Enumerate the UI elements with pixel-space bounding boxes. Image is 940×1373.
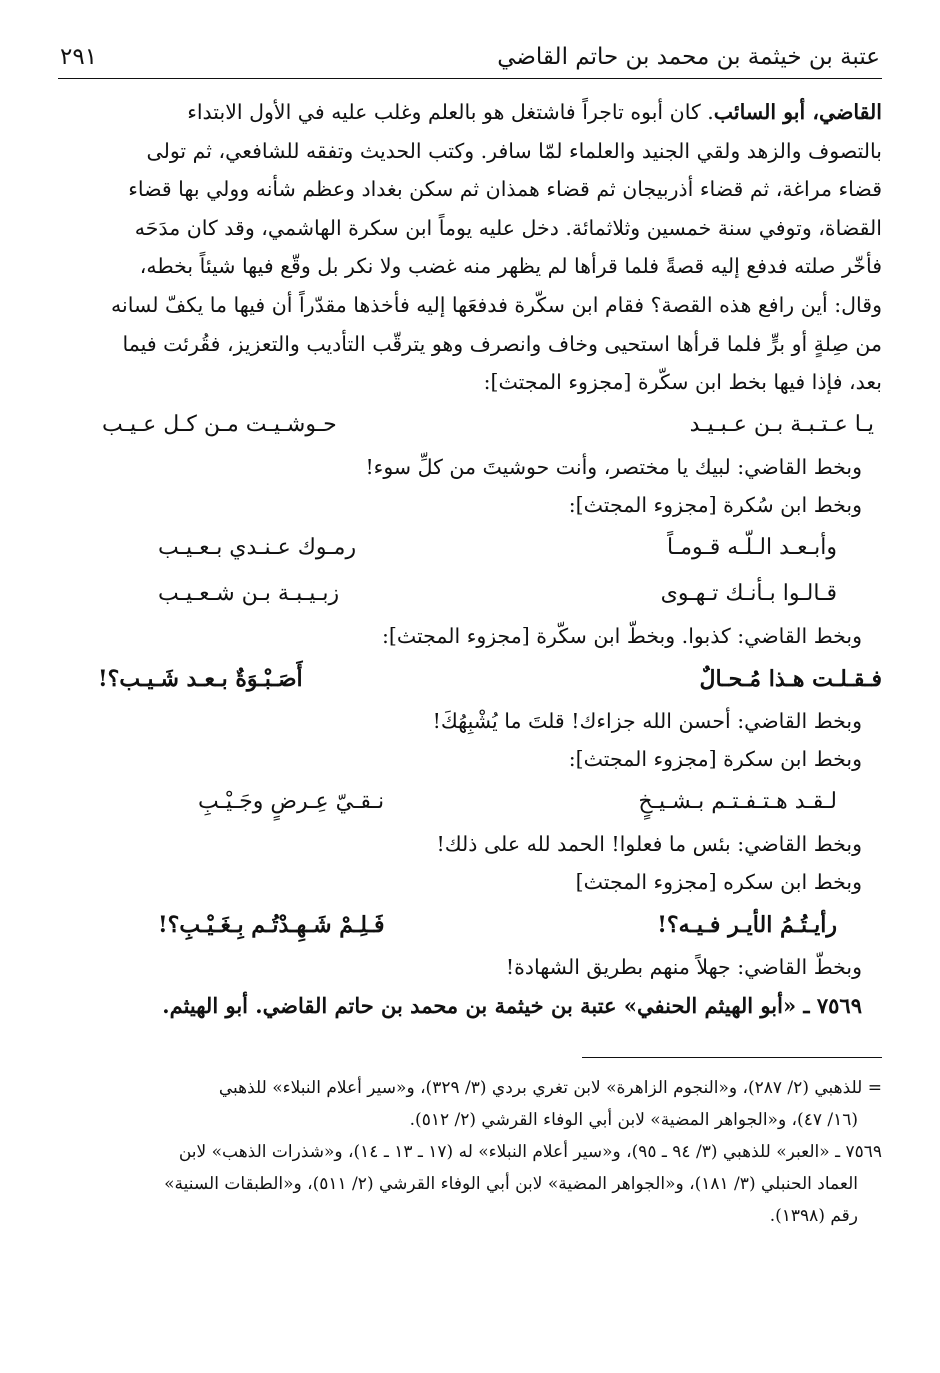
paragraph-line: القاضي، أبو السائب. كان أبوه تاجراً فاشتغل هو بالعلم وغلب عليه في الأول الابتداء — [187, 100, 882, 124]
header-rule — [58, 78, 882, 79]
verse-hemistich-second: زبـيـبـة بـن شـعـيـب — [158, 580, 340, 606]
verse-hemistich-second: رمـوك عـنـدي بـعـيـب — [158, 534, 357, 560]
verse-line — [58, 402, 882, 448]
footnote-line: رقم (١٣٩٨). — [769, 1206, 858, 1227]
judge-reply: وبخط القاضي: بئس ما فعلوا! الحمد لله على ذلك! — [436, 831, 862, 856]
verse-hemistich-first: فـقـلـت هـذا مُـحـالٌ — [699, 665, 882, 692]
page-header — [58, 44, 882, 76]
verse-hemistich-second: أَصَـبْـوَةٌ بـعـد شَـيـب؟! — [98, 665, 303, 692]
verse-hemistich-first: قـالـوا بـأنـك تـهـوى — [660, 580, 837, 606]
running-title: عتبة بن خيثمة بن محمد بن حاتم القاضي — [497, 44, 880, 70]
verse-hemistich-second: حـوشـيـت مـن كـل عـيـب — [102, 411, 337, 437]
verse-hemistich-first: وأبـعـد الـلّـه قـومـاً — [667, 534, 837, 560]
verse-line — [58, 779, 882, 825]
verse-line — [58, 902, 882, 948]
verse-line — [58, 571, 882, 617]
paragraph-line: القضاة، وتوفي سنة خمسين وثلاثمائة. دخل عليه يوماً ابن سكرة الهاشمي، وقد كان مدَحَه — [134, 215, 882, 240]
verse-line — [58, 656, 882, 702]
paragraph-line: بالتصوف والزهد ولقي الجنيد والعلماء لمّا سافر. وكتب الحديث وتفقه للشافعي، ثم تولى — [146, 138, 882, 163]
footnotes — [58, 1072, 882, 1232]
judge-reply: وبخطّ القاضي: جهلاً منهم بطريق الشهادة! — [505, 954, 862, 979]
footnote-line: ٧٥٦٩ ـ «العبر» للذهبي (٣/ ٩٤ ـ ٩٥)، و«سير أعلام النبلاء» له (١٧ ـ ١٣ ـ ١٤)، و«شذرات الذهب» لابن — [178, 1142, 882, 1163]
paragraph-line: فأخّر صلته فدفع إليه قصةً فلما قرأها لم يظهر منه غضب ولا نكر بل وقّع فيها شيئاً بخطه، — [139, 254, 882, 279]
footnote-separator — [582, 1057, 882, 1058]
paragraph-line: قضاء مراغة، ثم قضاء أذربيجان ثم قضاء همذان ثم سكن بغداد وعظم شأنه وولي بها قضاء — [128, 177, 882, 202]
verse-hemistich-first: رأيـتُـمُ الأيـر فـيـه؟! — [657, 911, 837, 938]
page-number: ٢٩١ — [60, 44, 98, 70]
judge-reply: وبخط القاضي: لبيك يا مختصر، وأنت حوشيتَ من كلِّ سوء! — [365, 454, 862, 479]
verse-line — [58, 525, 882, 571]
main-text — [58, 93, 882, 1025]
judge-reply: وبخط القاضي: كذبوا. وبخطّ ابن سكّرة [مجزوء المجتث]: — [381, 623, 862, 648]
name-lead: القاضي، أبو السائب — [713, 100, 882, 124]
verse-intro: وبخط ابن سكرة [مجزوء المجتث]: — [568, 747, 862, 772]
verse-intro: وبخط ابن سُكرة [مجزوء المجتث]: — [568, 493, 862, 518]
judge-reply: وبخط القاضي: أحسن الله جزاءك! قلتَ ما يُشْبِهُكَ! — [432, 708, 862, 733]
verse-hemistich-first: يـا عـتـبـة بـن عـبـيـد — [689, 411, 874, 437]
entry-heading: ٧٥٦٩ ـ «أبو الهيثم الحنفي» عتبة بن خيثمة بن محمد بن حاتم القاضي. أبو الهيثم. — [162, 992, 862, 1018]
footnote-line: = للذهبي (٢/ ٢٨٧)، و«النجوم الزاهرة» لابن تغري بردي (٣/ ٣٢٩)، و«سير أعلام النبلاء» للذهبي — [218, 1078, 882, 1099]
verse-hemistich-second: نـقـيّ عِـرضٍ وجَـيْـبِ — [198, 788, 385, 814]
verse-intro: وبخط ابن سكره [مجزوء المجتث] — [575, 870, 862, 895]
footnote-line: (١٦/ ٤٧)، و«الجواهر المضية» لابن أبي الوفاء القرشي (٢/ ٥١٢). — [409, 1110, 858, 1131]
paragraph-line: وقال: أين رافع هذه القصة؟ فقام ابن سكّرة فدفعَها إليه فأخذها مقدّراً أن فيها ما يكفّ لسانه — [111, 292, 882, 317]
footnote-line: العماد الحنبلي (٣/ ١٨١)، و«الجواهر المضية» لابن أبي الوفاء القرشي (٢/ ٥١١)، و«الطبقات السنية» — [164, 1174, 858, 1195]
paragraph-line: بعد، فإذا فيها بخط ابن سكّرة [مجزوء المجتث]: — [483, 370, 882, 395]
paragraph-line: من صِلةٍ أو برٍّ فلما قرأها استحيى وخاف وانصرف وهو يترقّب التأديب والتعزيز، فقُرئت فيما — [122, 331, 882, 356]
verse-hemistich-second: فَـلِـمْ شَـهِـدْتُـم بِـغَـيْـبِ؟! — [158, 911, 385, 938]
verse-hemistich-first: لـقـد هـتـفـتـم بـشـيـخٍ — [638, 788, 837, 814]
